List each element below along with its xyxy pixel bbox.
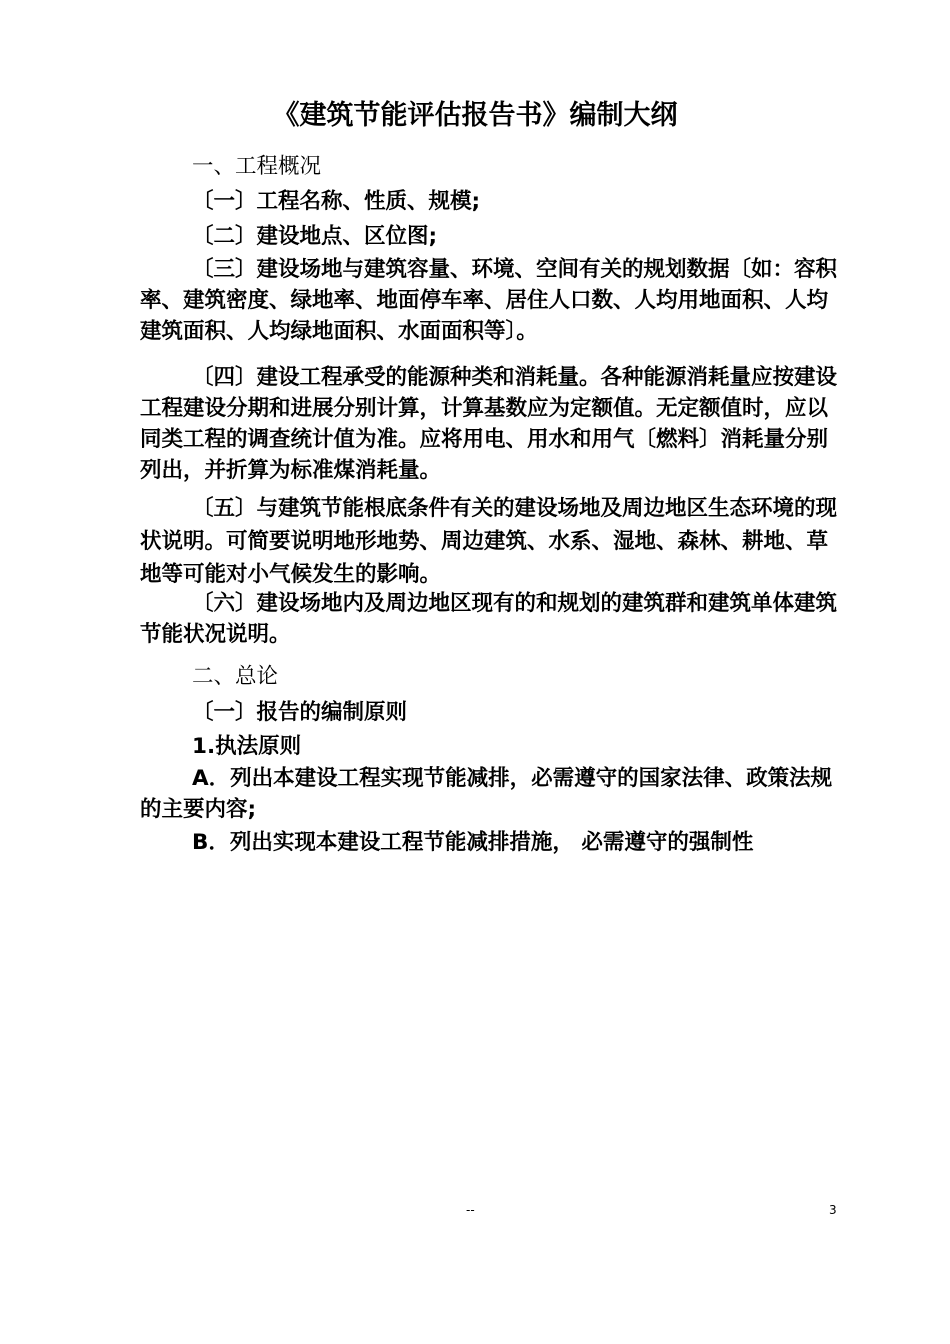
footer-dash: --: [466, 1203, 475, 1217]
section-heading-overview: 一、工程概况: [192, 154, 322, 179]
page-number: 3: [829, 1203, 837, 1217]
paragraph-item: 〔五〕与建筑节能根底条件有关的建设场地及周边地区生态环境的现状说明。可简要说明地形地势、周边建筑、水系、湿地、森林、耕地、草地等可能对小气候发生的影响。: [140, 496, 838, 587]
document-title: 《建筑节能评估报告书》编制大纲: [272, 100, 678, 131]
paragraph-item: 〔一〕报告的编制原则: [192, 700, 408, 725]
section-heading-general: 二、总论: [192, 664, 279, 689]
paragraph-item: 〔六〕建设场地内及周边地区现有的和规划的建筑群和建筑单体建筑节能状况说明。: [140, 591, 838, 647]
paragraph-item: 1.执法原则: [192, 734, 302, 759]
paragraph-item: B．列出实现本建设工程节能减排措施， 必需遵守的强制性: [192, 830, 754, 855]
paragraph-item: 〔二〕建设地点、区位图;: [192, 224, 438, 249]
paragraph-item: A．列出本建设工程实现节能减排，必需遵守的国家法律、政策法规的主要内容;: [140, 766, 833, 822]
paragraph-item: 〔四〕建设工程承受的能源种类和消耗量。各种能源消耗量应按建设工程建设分期和进展分别计算，计算基数应为定额值。无定额值时，应以同类工程的调查统计值为准。应将用电、用水和用气〔燃料〕消耗量分别列出，并折算为标准煤消耗量。: [140, 365, 838, 483]
paragraph-item: 〔三〕建设场地与建筑容量、环境、空间有关的规划数据〔如：容积率、建筑密度、绿地率、地面停车率、居住人口数、人均用地面积、人均建筑面积、人均绿地面积、水面面积等〕。: [140, 257, 838, 344]
paragraph-item: 〔一〕工程名称、性质、规模;: [192, 189, 481, 214]
